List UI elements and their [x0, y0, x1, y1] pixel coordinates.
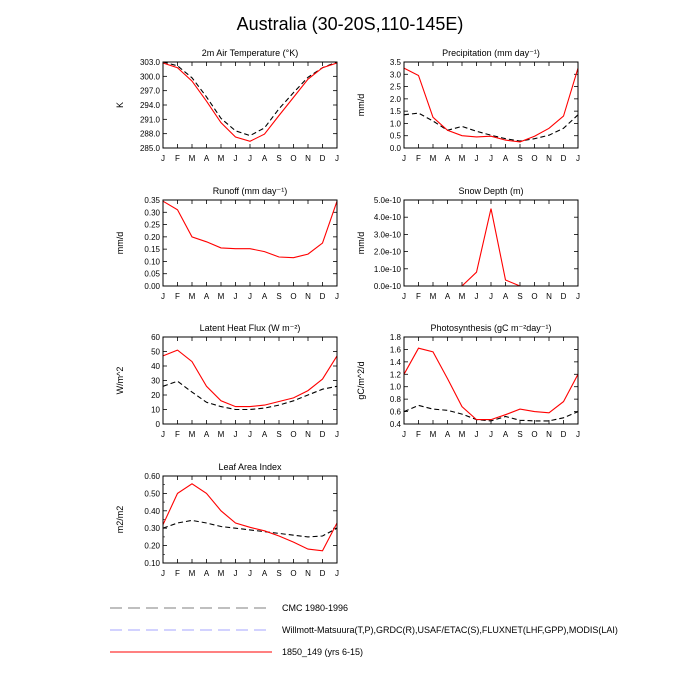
x-tick-label: D [319, 569, 326, 578]
x-tick-label: S [517, 430, 523, 439]
y-axis-label: mm/d [115, 231, 125, 255]
figure-title: Australia (30-20S,110-145E) [236, 14, 464, 34]
chart-panel [115, 323, 339, 439]
y-tick-label: 0.8 [389, 395, 401, 405]
y-tick-label: 0.30 [144, 524, 160, 534]
y-tick-label: 4.0e-10 [373, 213, 401, 223]
y-tick-label: 0.0e-10 [373, 282, 401, 291]
x-tick-label: J [233, 292, 238, 301]
y-tick-label: 50 [151, 347, 160, 357]
x-tick-label: A [502, 430, 509, 439]
y-tick-label: 0.20 [144, 232, 160, 242]
x-tick-label: N [305, 430, 311, 439]
y-tick-label: 300.0 [139, 72, 160, 82]
y-tick-label: 0.00 [144, 282, 160, 291]
x-tick-label: J [576, 430, 580, 439]
x-tick-label: D [560, 292, 567, 301]
y-tick-label: 291.0 [139, 115, 160, 125]
y-tick-label: 0.50 [144, 489, 160, 499]
x-tick-label: A [261, 154, 268, 163]
legend-label: 1850_149 (yrs 6-15) [282, 647, 364, 657]
x-tick-label: N [305, 569, 311, 578]
x-tick-label: M [188, 430, 196, 439]
x-tick-label: J [233, 569, 238, 578]
model-series-line [163, 350, 337, 407]
y-tick-label: 0.30 [144, 208, 160, 218]
y-tick-label: 0.6 [389, 407, 401, 417]
y-tick-label: 1.0e-10 [373, 264, 401, 274]
x-tick-label: A [261, 292, 268, 301]
x-tick-label: A [261, 569, 268, 578]
x-tick-label: N [546, 292, 552, 301]
x-tick-label: A [444, 430, 451, 439]
y-tick-label: 0.4 [389, 420, 401, 429]
x-tick-label: M [188, 292, 196, 301]
y-tick-label: 3.0 [389, 70, 401, 80]
x-tick-label: M [458, 292, 466, 301]
plot-frame [404, 62, 578, 148]
y-tick-label: 0.40 [144, 506, 160, 516]
x-tick-label: J [335, 430, 339, 439]
model-series-line [163, 484, 337, 551]
legend-item [110, 603, 348, 613]
chart-panel [115, 186, 339, 301]
y-tick-label: 20 [151, 391, 160, 400]
y-axis-label: mm/d [356, 93, 366, 117]
x-tick-label: J [161, 430, 165, 439]
y-tick-label: 2.5 [389, 82, 401, 92]
y-tick-label: 40 [151, 362, 160, 371]
y-tick-label: 0.25 [144, 220, 160, 230]
chart-title: Snow Depth (m) [458, 186, 524, 196]
x-tick-label: F [175, 569, 180, 578]
x-tick-label: J [335, 569, 339, 578]
y-axis-label: K [115, 101, 125, 109]
x-tick-label: J [161, 154, 165, 163]
x-tick-label: A [502, 292, 509, 301]
x-tick-label: N [546, 430, 552, 439]
y-tick-label: 0.10 [144, 257, 160, 267]
x-tick-label: F [416, 430, 421, 439]
model-series-line [163, 201, 337, 258]
x-tick-label: S [276, 569, 282, 578]
legend-label: Willmott-Matsuura(T,P),GRDC(R),USAF/ETAC(S),FLUXNET(LHF,GPP),MODIS(LAI) [282, 625, 618, 635]
chart-panel [356, 186, 580, 301]
x-tick-label: M [458, 430, 466, 439]
x-tick-label: O [290, 430, 297, 439]
x-tick-label: F [175, 154, 180, 163]
x-tick-label: M [458, 154, 466, 163]
chart-title: Photosynthesis (gC m⁻²day⁻¹) [430, 323, 552, 333]
y-tick-label: 5.0e-10 [373, 196, 401, 205]
x-tick-label: S [276, 292, 282, 301]
x-tick-label: M [429, 154, 437, 163]
legend-item [110, 647, 363, 657]
y-tick-label: 0.05 [144, 269, 160, 279]
y-tick-label: 0.20 [144, 541, 160, 551]
y-tick-label: 303.0 [139, 58, 160, 67]
plot-frame [404, 200, 578, 286]
obs-series-line [404, 405, 578, 421]
x-tick-label: A [502, 154, 509, 163]
y-tick-label: 60 [151, 333, 160, 342]
y-tick-label: 1.2 [389, 370, 401, 380]
plot-frame [163, 200, 337, 286]
y-tick-label: 1.8 [389, 333, 401, 342]
x-tick-label: J [474, 292, 479, 301]
y-tick-label: 297.0 [139, 86, 160, 96]
x-tick-label: D [560, 154, 567, 163]
chart-panel [356, 48, 580, 163]
x-tick-label: J [402, 154, 406, 163]
y-tick-label: 0.10 [144, 559, 160, 568]
y-tick-label: 0.60 [144, 472, 160, 481]
model-series-line [404, 68, 578, 142]
obs-series-line [163, 520, 337, 537]
x-tick-label: A [444, 154, 451, 163]
chart-title: Runoff (mm day⁻¹) [212, 186, 288, 196]
x-tick-label: A [203, 569, 210, 578]
x-tick-label: O [531, 154, 538, 163]
x-tick-label: J [161, 292, 165, 301]
obs-series-line [163, 381, 337, 409]
x-tick-label: F [416, 154, 421, 163]
x-tick-label: A [444, 292, 451, 301]
panels-group [115, 48, 580, 578]
x-tick-label: D [319, 154, 326, 163]
y-axis-label: gC/m^2/d [356, 361, 366, 400]
x-tick-label: S [276, 430, 282, 439]
x-tick-label: A [203, 430, 210, 439]
y-tick-label: 2.0e-10 [373, 247, 401, 257]
x-tick-label: M [217, 292, 225, 301]
x-tick-label: F [416, 292, 421, 301]
x-tick-label: N [305, 154, 311, 163]
x-tick-label: D [560, 430, 567, 439]
x-tick-label: J [233, 154, 238, 163]
x-tick-label: A [203, 154, 210, 163]
y-axis-label: mm/d [356, 231, 366, 255]
y-tick-label: 1.0 [389, 382, 401, 392]
y-tick-label: 2.0 [389, 94, 401, 104]
x-tick-label: J [489, 154, 493, 163]
y-tick-label: 0.0 [389, 144, 401, 153]
x-tick-label: S [517, 154, 523, 163]
plot-frame [163, 62, 337, 148]
y-tick-label: 1.4 [389, 357, 401, 367]
y-tick-label: 0 [155, 420, 160, 429]
y-tick-label: 1.0 [389, 119, 401, 129]
x-tick-label: O [290, 569, 297, 578]
y-tick-label: 30 [151, 376, 160, 386]
y-tick-label: 10 [151, 405, 160, 415]
chart-panel [115, 462, 339, 578]
x-tick-label: O [531, 292, 538, 301]
x-tick-label: J [402, 430, 406, 439]
model-series-line [462, 209, 520, 286]
y-tick-label: 294.0 [139, 101, 160, 110]
chart-title: Precipitation (mm day⁻¹) [442, 48, 540, 58]
y-tick-label: 1.6 [389, 345, 401, 355]
x-tick-label: J [576, 154, 580, 163]
x-tick-label: D [319, 292, 326, 301]
x-tick-label: D [319, 430, 326, 439]
x-tick-label: J [161, 569, 165, 578]
x-tick-label: A [203, 292, 210, 301]
y-tick-label: 0.15 [144, 245, 160, 255]
x-tick-label: M [217, 430, 225, 439]
chart-title: Leaf Area Index [218, 462, 282, 472]
x-tick-label: J [474, 154, 479, 163]
x-tick-label: M [188, 154, 196, 163]
x-tick-label: N [305, 292, 311, 301]
chart-title: 2m Air Temperature (°K) [201, 48, 299, 58]
x-tick-label: J [489, 430, 493, 439]
obs-series-line [163, 62, 337, 136]
x-tick-label: J [576, 292, 580, 301]
y-tick-label: 285.0 [139, 144, 160, 153]
x-tick-label: S [517, 292, 523, 301]
x-tick-label: J [233, 430, 238, 439]
x-tick-label: O [290, 154, 297, 163]
x-tick-label: J [248, 154, 252, 163]
x-tick-label: M [217, 154, 225, 163]
chart-panel [115, 48, 339, 163]
plot-frame [163, 337, 337, 424]
y-tick-label: 288.0 [139, 129, 160, 139]
x-tick-label: J [248, 569, 252, 578]
y-tick-label: 3.0e-10 [373, 230, 401, 240]
x-tick-label: M [188, 569, 196, 578]
x-tick-label: F [175, 430, 180, 439]
y-axis-label: m2/m2 [115, 505, 125, 534]
legend [110, 603, 618, 657]
x-tick-label: M [429, 292, 437, 301]
chart-title: Latent Heat Flux (W m⁻²) [199, 323, 301, 333]
x-tick-label: M [429, 430, 437, 439]
x-tick-label: J [489, 292, 493, 301]
x-tick-label: J [335, 154, 339, 163]
x-tick-label: J [474, 430, 479, 439]
y-tick-label: 0.35 [144, 196, 160, 205]
x-tick-label: S [276, 154, 282, 163]
x-tick-label: J [248, 292, 252, 301]
x-tick-label: M [217, 569, 225, 578]
x-tick-label: A [261, 430, 268, 439]
x-tick-label: J [248, 430, 252, 439]
x-tick-label: O [531, 430, 538, 439]
legend-item [110, 625, 618, 635]
y-tick-label: 3.5 [389, 58, 401, 67]
y-axis-label: W/m^2 [115, 366, 125, 395]
model-series-line [163, 63, 337, 141]
x-tick-label: N [546, 154, 552, 163]
y-tick-label: 0.5 [389, 131, 401, 141]
obs-series-line [404, 113, 578, 141]
x-tick-label: F [175, 292, 180, 301]
x-tick-label: O [290, 292, 297, 301]
y-tick-label: 1.5 [389, 107, 401, 117]
chart-panel [356, 323, 580, 439]
legend-label: CMC 1980-1996 [282, 603, 349, 613]
x-tick-label: J [335, 292, 339, 301]
x-tick-label: J [402, 292, 406, 301]
